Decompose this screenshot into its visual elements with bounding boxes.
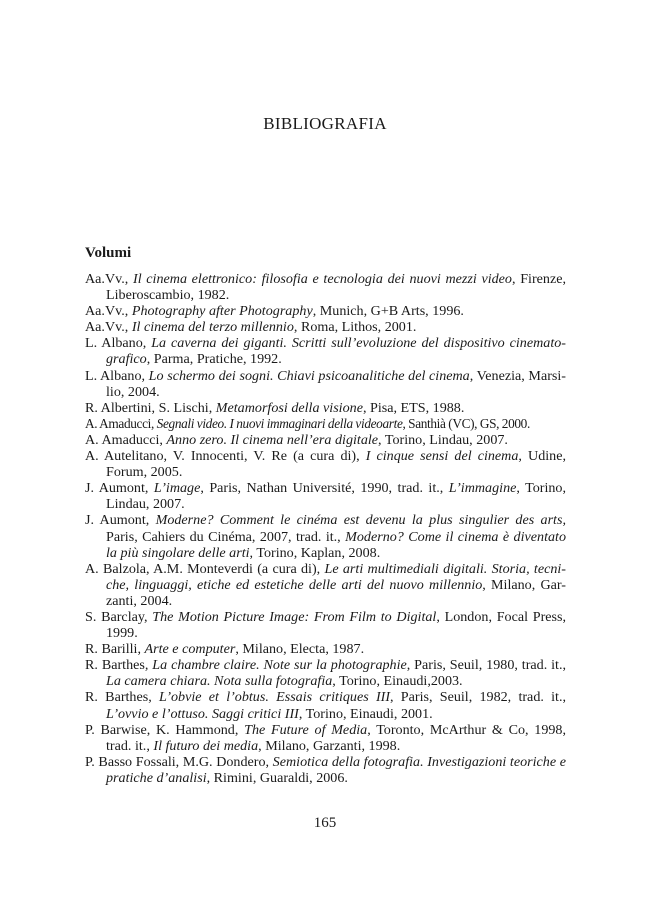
entry-translation-publication: , Torino, Lindau, 2007. xyxy=(106,480,567,513)
entry-translation-publication: , Torino, Kaplan, 2008. xyxy=(249,544,381,561)
entry-title: Anno zero. Il cinema nell’era digitale xyxy=(166,431,379,448)
entry-translation-publication: , Milano, Garzanti, 1998. xyxy=(258,737,401,754)
bibliography-entry xyxy=(85,448,566,480)
bibliography-entry xyxy=(85,335,566,367)
bibliography-entry xyxy=(85,609,566,641)
page-title: BIBLIOGRAFIA xyxy=(263,114,387,133)
entry-authors: J. Aumont, xyxy=(85,512,156,529)
entry-title: Semiotica della fotografia. Investigazioni teoriche e pratiche d’analisi xyxy=(106,753,566,786)
section-heading-volumi: Volumi xyxy=(85,245,132,261)
entry-translation-publication: , Torino, Einaudi,2003. xyxy=(332,673,463,690)
entry-publication: , Rimini, Guaraldi, 2006. xyxy=(206,769,348,786)
entry-publication: , Firenze, Liberoscambio, 1982. xyxy=(106,271,566,304)
entry-authors: Aa.Vv., xyxy=(85,271,133,287)
bibliography-entry xyxy=(85,303,566,319)
bibliography-entry xyxy=(85,512,566,560)
entry-authors: Aa.Vv., xyxy=(85,303,132,320)
entry-authors: R. Barilli, xyxy=(85,641,145,658)
page-number: 165 xyxy=(313,815,337,831)
entry-title: Moderne? Comment le cinéma est devenu la plus singulier des arts, xyxy=(155,512,566,529)
bibliography-entry xyxy=(85,641,566,657)
entry-publication: Paris, Cahiers du Cinéma, 2007, trad. it., xyxy=(106,528,346,545)
entry-translation-title: L’immagine xyxy=(448,480,517,497)
bibliography-entry xyxy=(85,400,566,416)
bibliography-entry xyxy=(85,561,566,609)
entry-authors: L. Albano, xyxy=(85,367,149,384)
entry-authors: P. Barwise, K. Hammond, xyxy=(85,721,245,738)
entry-translation-title: La camera chiara. Nota sulla fotografia xyxy=(106,673,333,690)
bibliography-entry xyxy=(85,319,566,335)
entry-authors: P. Basso Fossali, M.G. Dondero, xyxy=(85,753,273,770)
bibliography-entry xyxy=(85,432,566,448)
entry-authors: A. Amaducci, xyxy=(85,431,167,448)
entry-publication: , Toronto, McArthur & Co, 1998, trad. it., xyxy=(106,721,567,754)
bibliography-entry xyxy=(85,368,566,400)
entry-publication: , Milano, Electa, 1987. xyxy=(235,641,365,658)
bibliography-entry xyxy=(85,271,566,303)
entry-title: Metamorfosi della visione xyxy=(215,399,363,416)
entry-title: Segnali video. I nuovi immaginari della videoarte xyxy=(156,415,403,431)
entry-title: L’image xyxy=(153,480,201,497)
entry-authors: A. Balzola, A.M. Monteverdi (a cura di), xyxy=(85,560,325,577)
entry-title: The Future of Media xyxy=(244,721,368,738)
entry-title: Photography after Photography xyxy=(131,303,313,320)
entry-publication: , Venezia, Marsi-lio, 2004. xyxy=(106,367,566,400)
entry-authors: L. Albano, xyxy=(85,335,152,352)
entry-translation-title: L’ovvio e l’ottuso. Saggi critici III xyxy=(106,705,299,722)
entry-publication: , Munich, G+B Arts, 1996. xyxy=(312,303,464,320)
entry-authors: R. Albertini, S. Lischi, xyxy=(85,399,216,416)
entry-translation-title: Il futuro dei media xyxy=(153,737,259,754)
entry-title: , La chambre claire. Note sur la photographie xyxy=(144,657,407,674)
bibliography-entry xyxy=(85,480,566,512)
bibliography-entry xyxy=(85,657,566,689)
bibliography-list xyxy=(85,271,566,786)
entry-title: Il cinema del terzo millennio xyxy=(131,319,294,336)
entry-publication: , Roma, Lithos, 2001. xyxy=(293,319,417,336)
entry-publication: , Pisa, ETS, 1988. xyxy=(362,399,465,416)
entry-title: The Motion Picture Image: From Film to Digital xyxy=(152,608,437,625)
bibliography-entry xyxy=(85,689,566,721)
bibliography-entry xyxy=(85,416,566,432)
entry-title: L’obvie et l’obtus. Essais critiques III xyxy=(159,689,391,706)
entry-publication: , Paris, Seuil, 1980, trad. it., xyxy=(406,657,566,674)
entry-publication: , Parma, Pratiche, 1992. xyxy=(146,351,282,368)
entry-authors: A. Autelitano, V. Innocenti, V. Re (a cura di), xyxy=(85,448,366,465)
bibliography-entry xyxy=(85,754,566,786)
entry-authors: A. Amaducci, xyxy=(85,415,157,431)
entry-translation-publication: , Torino, Einaudi, 2001. xyxy=(298,705,433,722)
entry-publication: , Milano, Gar-zanti, 2004. xyxy=(106,576,566,609)
entry-title: Le arti multimediali digitali. Storia, tecni-che, linguaggi, etiche ed estetiche delle arti del nuovo millennio xyxy=(106,560,566,593)
entry-translation-title: Moderno? Come il cinema è diventato la più singolare delle arti xyxy=(106,528,567,561)
bibliography-entry xyxy=(85,722,566,754)
entry-authors: R. Barthes, xyxy=(85,689,159,706)
entry-publication: , Paris, Seuil, 1982, trad. it., xyxy=(390,689,567,706)
entry-authors: Aa.Vv., xyxy=(85,319,132,336)
entry-title: La caverna dei giganti. Scritti sull’evoluzione del dispositivo cinemato-grafico xyxy=(106,335,566,368)
entry-publication: , Santhià (VC), GS, 2000. xyxy=(402,415,530,431)
entry-publication: , Torino, Lindau, 2007. xyxy=(378,431,508,448)
entry-title: Il cinema elettronico: filosofia e tecnologia dei nuovi mezzi video xyxy=(133,271,512,287)
entry-title: I cinque sensi del cinema xyxy=(365,448,519,465)
entry-authors: R. Barthes xyxy=(85,657,145,674)
entry-authors: S. Barclay, xyxy=(85,608,153,625)
entry-publication: , Udine, Forum, 2005. xyxy=(106,448,566,481)
entry-authors: J. Aumont, xyxy=(85,480,154,497)
entry-title: Lo schermo dei sogni. Chiavi psicoanalitiche del cinema xyxy=(148,367,470,384)
entry-publication: , Paris, Nathan Université, 1990, trad. it., xyxy=(200,480,449,497)
entry-title: Arte e computer xyxy=(144,641,236,658)
entry-publication: , London, Focal Press, 1999. xyxy=(106,608,567,642)
